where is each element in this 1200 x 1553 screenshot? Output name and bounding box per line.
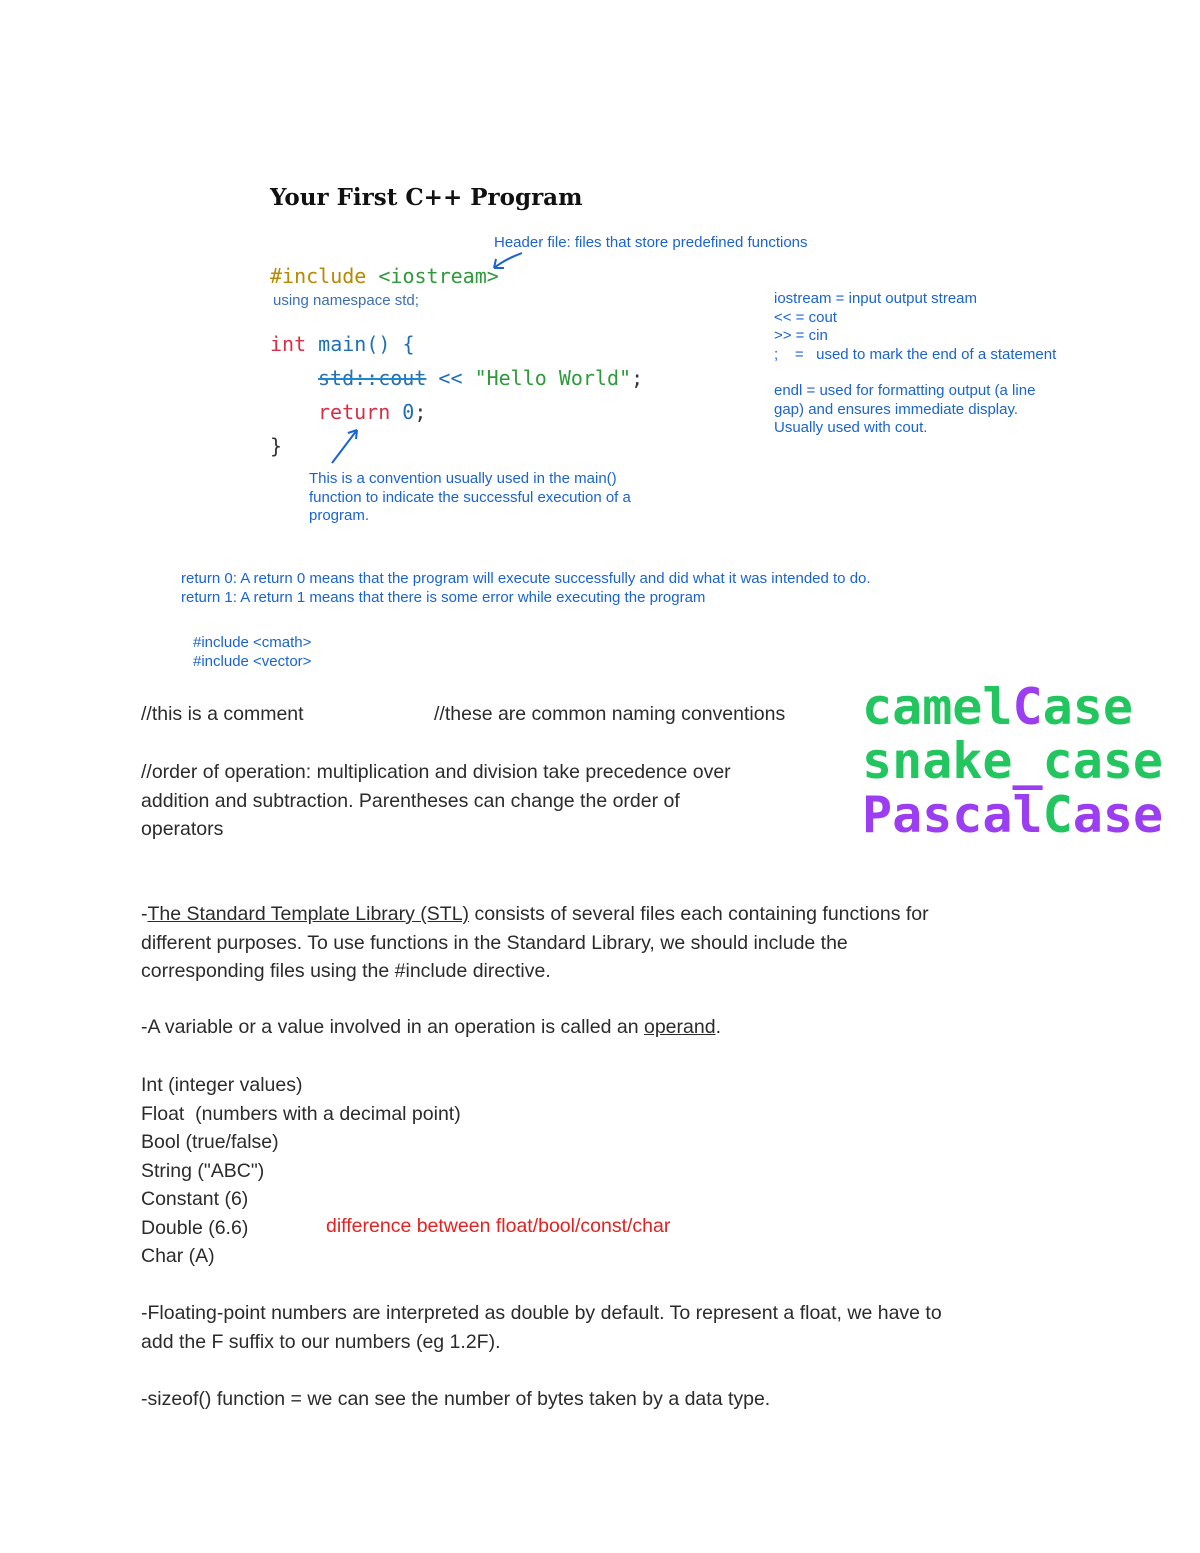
std-cout: std::cout — [318, 366, 427, 390]
stl-rest: consists of several files each containing functions for — [469, 903, 929, 925]
note-line: return 0: A return 0 means that the program will execute successfully and did what it was intended to do. — [181, 570, 871, 587]
main-line — [270, 332, 415, 356]
note-line: This is a convention usually used in the main() — [309, 470, 617, 487]
naming-note: //these are common naming conventions — [434, 703, 786, 725]
return-zero: 0 — [402, 400, 415, 424]
page-title: Your First C++ Program — [270, 184, 583, 211]
operand-prefix: -A variable or a value involved in an operation is called an — [141, 1016, 644, 1038]
list-item: Constant (6) — [141, 1188, 249, 1210]
list-item: Char (A) — [141, 1245, 215, 1267]
list-item: Bool (true/false) — [141, 1131, 279, 1153]
order-note — [141, 758, 731, 844]
camel-cap: C — [1012, 678, 1043, 736]
pascal-case-line — [862, 788, 1163, 842]
note-line: gap) and ensures immediate display. — [774, 400, 1019, 418]
list-item: Double (6.6) — [141, 1216, 249, 1239]
operand-word: operand — [643, 1016, 716, 1038]
return-line — [318, 400, 426, 424]
snake-underscore: _ — [1012, 732, 1043, 790]
operator-notes — [774, 290, 1056, 364]
header-file-note: Header file: files that store predefined functions — [494, 234, 808, 251]
note-line: >> = cin — [774, 327, 828, 344]
text-line — [141, 900, 929, 929]
text-line: corresponding files using the #include directive. — [141, 960, 551, 982]
camel-case-line — [862, 680, 1163, 734]
types-list — [141, 1071, 461, 1271]
stl-paragraph — [141, 900, 929, 986]
pascal-rest: ase — [1072, 786, 1164, 844]
float-paragraph — [141, 1299, 942, 1356]
pascal-cap: C — [1042, 786, 1073, 844]
include-line — [270, 264, 499, 288]
return-convention-note — [309, 470, 631, 526]
return-keyword: return — [318, 400, 391, 424]
difference-note: difference between float/bool/const/char — [326, 1215, 671, 1237]
operand-suffix: . — [715, 1016, 721, 1038]
return-meanings — [181, 570, 871, 607]
camel-case-example — [862, 680, 1163, 842]
int-keyword: int — [270, 332, 307, 356]
note-line: program. — [309, 507, 370, 524]
text-line: //order of operation: multiplication and division take precedence over — [141, 761, 731, 783]
cout-semicolon: ; — [631, 366, 644, 390]
endl-notes — [774, 382, 1035, 438]
snake-case-line — [862, 734, 1163, 788]
comment-note: //this is a comment — [141, 703, 304, 725]
note-line: #include <vector> — [193, 652, 312, 670]
sizeof-line: -sizeof() function = we can see the number of bytes taken by a data type. — [141, 1388, 771, 1410]
note-line: function to indicate the successful execution of a — [309, 488, 631, 506]
return-arrow-icon — [328, 426, 362, 466]
shift-operator: << — [438, 366, 463, 390]
cout-line — [318, 366, 643, 390]
text-line: different purposes. To use functions in the Standard Library, we should include the — [141, 931, 848, 954]
snake-rest: case — [1042, 732, 1164, 790]
list-item: String ("ABC") — [141, 1159, 265, 1182]
list-item: Float (numbers with a decimal point) — [141, 1102, 461, 1125]
note-line: ; = used to mark the end of a statement — [774, 345, 1057, 363]
pascal-part: Pascal — [862, 786, 1043, 844]
return-semicolon: ; — [414, 400, 427, 424]
text-line: addition and subtraction. Parentheses can change the order of — [141, 789, 680, 812]
namespace-line: using namespace std; — [273, 292, 419, 309]
operand-line — [141, 1013, 721, 1042]
include-lib: <iostream> — [378, 264, 499, 288]
note-line: #include <cmath> — [193, 634, 312, 651]
note-line: << = cout — [774, 308, 837, 326]
stl-dash: - — [141, 903, 148, 925]
camel-rest: ase — [1042, 678, 1133, 736]
list-item: Int (integer values) — [141, 1074, 303, 1096]
text-line: operators — [141, 818, 224, 840]
note-line: iostream = input output stream — [774, 290, 978, 307]
close-brace: } — [270, 434, 283, 458]
include-keyword: #include — [270, 264, 367, 288]
hello-string: "Hello World" — [474, 366, 632, 390]
main-signature: main() { — [318, 332, 415, 356]
note-line: Usually used with cout. — [774, 419, 928, 436]
text-line: add the F suffix to our numbers (eg 1.2F). — [141, 1330, 501, 1353]
text-line: -Floating-point numbers are interpreted as double by default. To represent a float, we have to — [141, 1302, 942, 1324]
camel-part: camel — [862, 678, 1013, 736]
note-line: endl = used for formatting output (a line — [774, 382, 1036, 399]
include-notes — [193, 634, 311, 671]
stl-link[interactable]: The Standard Template Library (STL) — [147, 903, 470, 925]
note-line: return 1: A return 1 means that there is some error while executing the program — [181, 588, 706, 606]
snake-part: snake — [862, 732, 1013, 790]
